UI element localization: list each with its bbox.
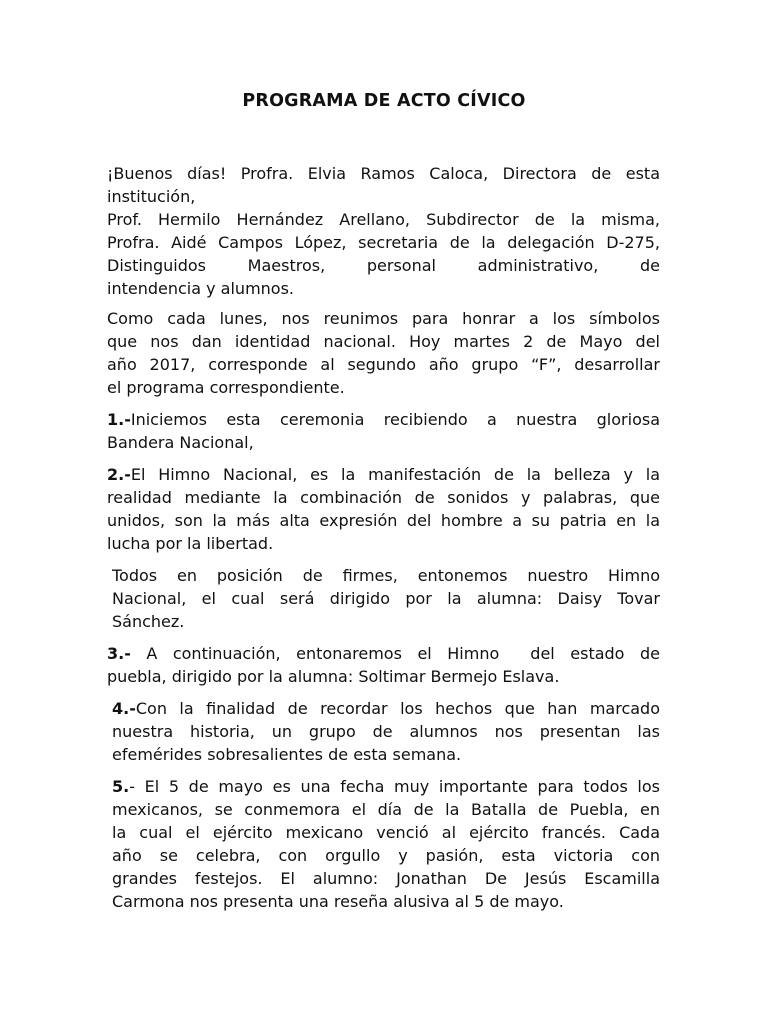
greeting-line: intendencia y alumnos. [107,279,294,298]
item-1-paragraph [107,408,660,454]
item-3-line [107,642,660,665]
item-1-line: Bandera Nacional, [107,433,254,452]
item-2b-line: Sánchez. [112,612,185,631]
item-1-number: 1.- [107,410,131,429]
item-2-line: realidad mediante la combinación de sonidos y palabras, que [107,488,660,507]
item-2b-line: Todos en posición de firmes, entonemos nuestro Himno [112,566,660,585]
item-5-line: mexicanos, se conmemora el día de la Batalla de Puebla, en [112,800,660,819]
item-5-line: Carmona nos presenta una reseña alusiva al 5 de mayo. [112,892,564,911]
item-5-text: - El 5 de mayo es una fecha muy importante para todos los [129,777,660,796]
item-3-line: puebla, dirigido por la alumna: Soltimar Bermejo Eslava. [107,667,560,686]
item-5-line: la cual el ejército mexicano venció al ejército francés. Cada [112,823,660,842]
item-1-text: Iniciemos esta ceremonia recibiendo a nuestra gloriosa [130,410,660,429]
intro-line: año 2017, corresponde al segundo año grupo “F”, desarrollar [107,355,660,374]
item-4-text: Con la finalidad de recordar los hechos que han marcado [135,699,660,718]
item-1-line [107,408,660,431]
item-3-paragraph [107,642,660,688]
greeting-line: Profra. Aidé Campos López, secretaria de la delegación D-275, [107,233,660,252]
item-2-number: 2.- [107,465,131,484]
item-2-line: unidos, son la más alta expresión del hombre a su patria en la [107,511,660,530]
item-4-line [112,697,660,720]
greeting-paragraph [107,162,660,300]
item-2-paragraph [107,463,660,555]
item-2-text: El Himno Nacional, es la manifestación de la belleza y la [130,465,660,484]
intro-line: Como cada lunes, nos reunimos para honrar a los símbolos [107,309,660,328]
greeting-line: Distinguidos Maestros, personal administrativo, de [107,256,660,275]
item-4-paragraph [112,697,660,766]
item-3-number: 3.- [107,644,131,663]
document-title: PROGRAMA DE ACTO CÍVICO [242,91,526,111]
intro-line: el programa correspondiente. [107,378,345,397]
item-3-text: A continuación, entonaremos el Himno del estado de [130,644,660,663]
item-5-number: 5. [112,777,130,796]
item-5-line: año se celebra, con orgullo y pasión, esta victoria con [112,846,660,865]
item-4-line: nuestra historia, un grupo de alumnos nos presentan las [112,722,660,741]
item-4-line: efemérides sobresalientes de esta semana. [112,745,462,764]
item-2b-paragraph [112,564,660,633]
item-2b-line: Nacional, el cual será dirigido por la alumna: Daisy Tovar [112,589,660,608]
item-5-line: grandes festejos. El alumno: Jonathan De Jesús Escamilla [112,869,660,888]
item-2-line: lucha por la libertad. [107,534,274,553]
greeting-line: institución, [107,187,196,206]
item-4-number: 4.- [112,699,136,718]
item-2-line [107,463,660,486]
intro-line: que nos dan identidad nacional. Hoy martes 2 de Mayo del [107,332,660,351]
greeting-line: Prof. Hermilo Hernández Arellano, Subdirector de la misma, [107,210,660,229]
greeting-line: ¡Buenos días! Profra. Elvia Ramos Caloca, Directora de esta [107,164,660,183]
item-5-line [112,775,660,798]
item-5-paragraph [112,775,660,913]
intro-paragraph [107,307,660,399]
